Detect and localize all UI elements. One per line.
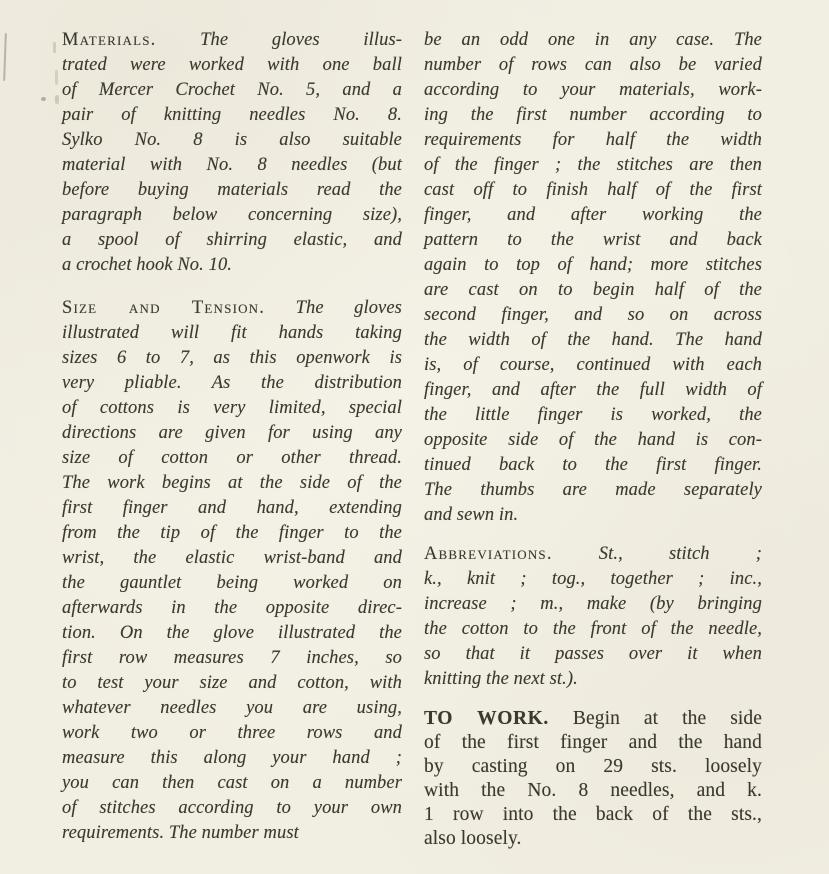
text-line: again to top of hand; more stitches: [424, 255, 762, 275]
text-line: very pliable. As the distribution: [62, 373, 402, 393]
text-line: you can then cast on a number: [62, 773, 402, 793]
text-line: the little finger is worked, the: [424, 405, 762, 425]
text-line: the gauntlet being worked on: [62, 573, 402, 593]
text-line: Sylko No. 8 is also suitable: [62, 130, 402, 150]
text-line: The work begins at the side of the: [62, 473, 402, 493]
scan-speck: [55, 70, 58, 85]
text-line: ing the first number according to: [424, 105, 762, 125]
text-line: a crochet hook No. 10.: [62, 255, 233, 275]
text-line: opposite side of the hand is con-: [424, 430, 762, 450]
abbreviations-paragraph: [424, 542, 762, 692]
text-line: work two or three rows and: [62, 723, 402, 743]
text-line: of cottons is very limited, special: [62, 398, 402, 418]
text-line: by casting on 29 sts. loosely: [424, 756, 762, 777]
text-line: whatever needles you are using,: [62, 698, 402, 718]
right-column: [424, 28, 762, 851]
section-heading: TO WORK.: [424, 708, 549, 729]
text-line: are cast on to begin half of the: [424, 280, 762, 300]
left-column: [62, 28, 402, 851]
text-line: first finger and hand, extending: [62, 498, 402, 518]
section-heading: Size and Tension.: [62, 298, 266, 318]
text-line: before buying materials read the: [62, 180, 402, 200]
materials-paragraph: [62, 28, 402, 278]
text-line: so that it passes over it when: [424, 644, 762, 664]
text-line: tion. On the glove illustrated the: [62, 623, 402, 643]
text-line: Materials. The gloves illus-: [62, 30, 402, 50]
size-and-tension-paragraph: [62, 296, 402, 846]
text-line: requirements for half the width: [424, 130, 762, 150]
text-line: pair of knitting needles No. 8.: [62, 105, 402, 125]
text-line: also loosely.: [424, 828, 522, 849]
scan-speck: [41, 97, 46, 101]
text-line: Abbreviations. St., stitch ;: [424, 544, 762, 564]
scan-speck: [55, 95, 59, 104]
text-line: knitting the next st.).: [424, 669, 578, 689]
text-line: be an odd one in any case. The: [424, 30, 762, 50]
text-line: second finger, and so on across: [424, 305, 762, 325]
text-line: the cotton to the front of the needle,: [424, 619, 762, 639]
text-line: TO WORK. Begin at the side: [424, 708, 763, 729]
text-line: Size and Tension. The gloves: [62, 298, 402, 318]
text-line: pattern to the wrist and back: [424, 230, 762, 250]
text-line: to test your size and cotton, with: [62, 673, 402, 693]
text-line: paragraph below concerning size),: [62, 205, 402, 225]
text-line: cast off to finish half of the first: [424, 180, 762, 200]
text-line: the width of the hand. The hand: [424, 330, 762, 350]
text-line: requirements. The number must: [62, 823, 299, 843]
text-line: of stitches according to your own: [62, 798, 402, 818]
text-line: size of cotton or other thread.: [62, 448, 402, 468]
text-line: number of rows can also be varied: [424, 55, 762, 75]
text-line: of the first finger and the hand: [424, 732, 762, 753]
text-line: first row measures 7 inches, so: [62, 648, 402, 668]
text-line: k., knit ; tog., together ; inc.,: [424, 569, 762, 589]
text-line: 1 row into the back of the sts.,: [424, 804, 762, 825]
text-line: measure this along your hand ;: [62, 748, 402, 768]
text-line: illustrated will fit hands taking: [62, 323, 402, 343]
scan-speck: [53, 42, 56, 53]
text-line: directions are given for using any: [62, 423, 402, 443]
continuation-paragraph: [424, 28, 762, 528]
text-line: tinued back to the first finger.: [424, 455, 762, 475]
text-line: material with No. 8 needles (but: [62, 155, 402, 175]
section-heading: Materials.: [62, 30, 157, 50]
text-line: finger, and after the full width of: [424, 380, 762, 400]
text-line: of Mercer Crochet No. 5, and a: [62, 80, 402, 100]
text-line: trated were worked with one ball: [62, 55, 402, 75]
text-line: a spool of shirring elastic, and: [62, 230, 402, 250]
text-line: increase ; m., make (by bringing: [424, 594, 762, 614]
text-line: The thumbs are made separately: [424, 480, 762, 500]
to-work-paragraph: [424, 707, 762, 851]
section-heading: Abbreviations.: [424, 544, 553, 564]
text-line: sizes 6 to 7, as this openwork is: [62, 348, 402, 368]
text-line: from the tip of the finger to the: [62, 523, 402, 543]
text-line: afterwards in the opposite direc-: [62, 598, 402, 618]
text-line: wrist, the elastic wrist-band and: [62, 548, 402, 568]
text-line: and sewn in.: [424, 505, 519, 525]
text-line: finger, and after working the: [424, 205, 762, 225]
text-line: is, of course, continued with each: [424, 355, 762, 375]
text-line: according to your materials, work-: [424, 80, 762, 100]
text-line: of the finger ; the stitches are then: [424, 155, 762, 175]
text-line: with the No. 8 needles, and k.: [424, 780, 762, 801]
